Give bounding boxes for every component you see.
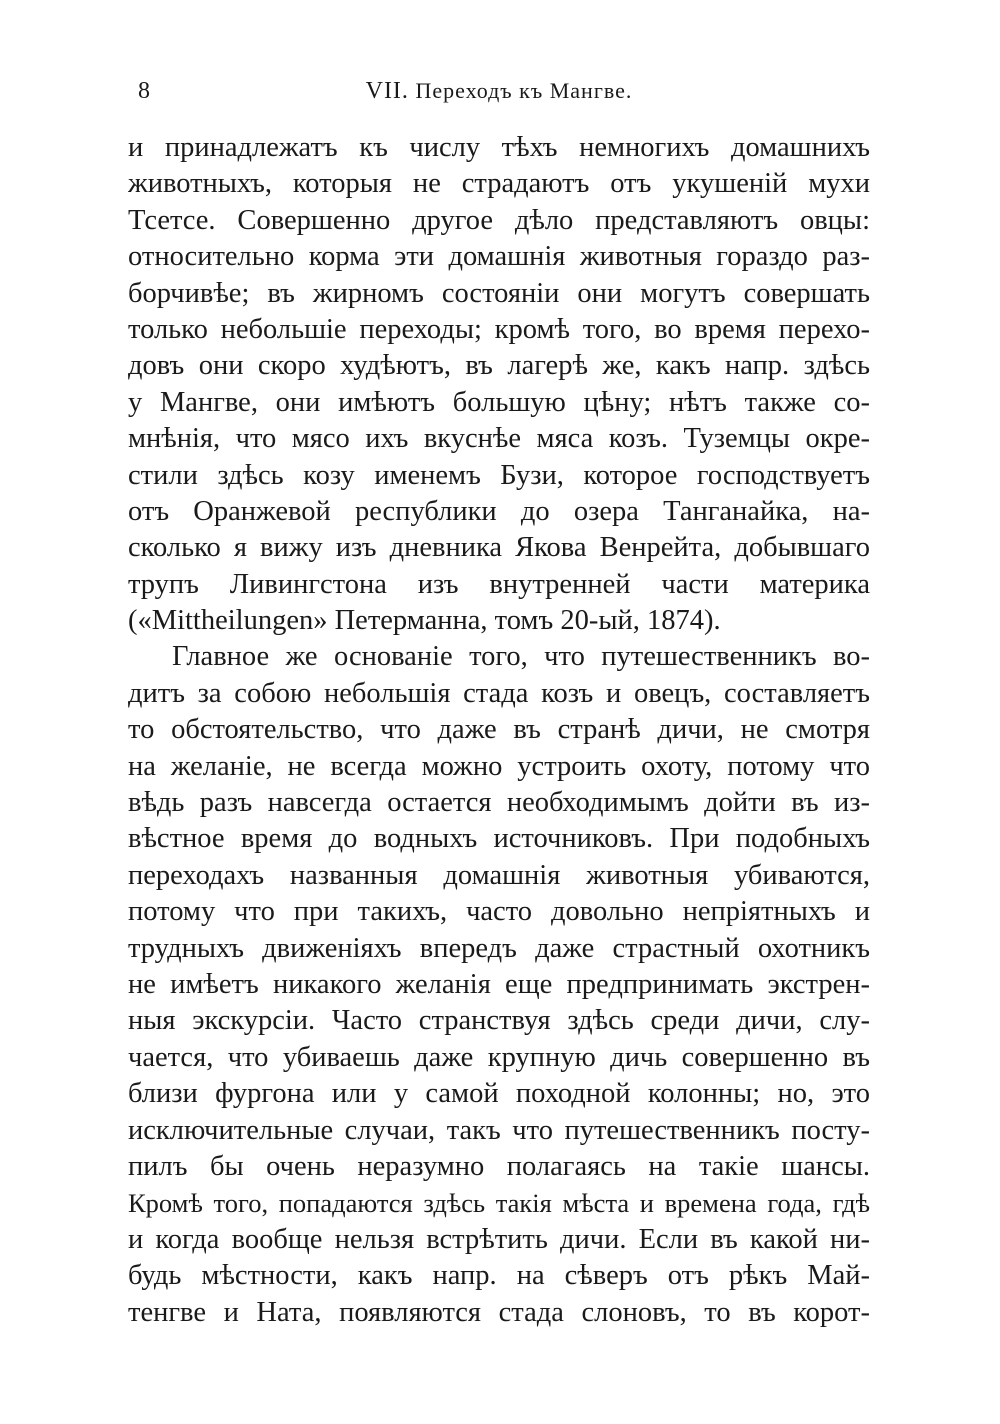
chapter-roman-numeral: VII. xyxy=(365,78,409,104)
running-head xyxy=(128,76,870,106)
text-line: только небольшіе переходы; кромѣ того, во время перехо- xyxy=(128,313,870,345)
text-line: мнѣнія, что мясо ихъ вкуснѣе мяса козъ. Туземцы окре- xyxy=(128,423,870,455)
body-text xyxy=(128,130,870,1331)
text-line: вѣдь разъ навсегда остается необходимымъ дойти въ из- xyxy=(128,787,870,819)
text-line: то обстоятельство, что даже въ странѣ дичи, не смотря xyxy=(128,714,870,746)
text-line: животныхъ, которыя не страдаютъ отъ укушеній мухи xyxy=(128,168,870,200)
text-line: чается, что убиваешь даже крупную дичь совершенно въ xyxy=(128,1041,870,1073)
text-line: стили здѣсь козу именемъ Бузи, которое господствуетъ xyxy=(128,459,870,491)
text-line: и принадлежатъ къ числу тѣхъ немногихъ домашнихъ xyxy=(128,132,870,163)
text-line: вѣстное время до водныхъ источниковъ. При подобныхъ xyxy=(128,823,870,855)
paragraph-1 xyxy=(128,130,870,639)
text-line: исключительные случаи, такъ что путешественникъ посту- xyxy=(128,1114,870,1146)
text-line: не имѣетъ никакого желанія еще предпринимать экстрен- xyxy=(128,968,870,1000)
text-line: и когда вообще нельзя встрѣтить дичи. Если въ какой ни- xyxy=(128,1223,870,1255)
text-line: трупъ Ливингстона изъ внутренней части материка xyxy=(128,568,870,600)
text-line: ныя экскурсіи. Часто странствуя здѣсь среди дичи, слу- xyxy=(128,1005,870,1037)
text-line: сколько я вижу изъ дневника Якова Венрейта, добывшаго xyxy=(128,532,870,564)
text-line: будь мѣстности, какъ напр. на сѣверъ отъ рѣкъ Май- xyxy=(128,1260,870,1292)
chapter-title-text: Переходъ къ Мангве. xyxy=(415,78,633,103)
text-line: на желаніе, не всегда можно устроить охоту, потому что xyxy=(128,750,870,782)
text-line: трудныхъ движеніяхъ впередъ даже страстный охотникъ xyxy=(128,932,870,964)
text-line: потому что при такихъ, часто довольно непріятныхъ и xyxy=(128,896,870,928)
page-number: 8 xyxy=(138,78,150,104)
text-line: относительно корма эти домашнія животныя гораздо раз- xyxy=(128,241,870,273)
text-line: пилъ бы очень неразумно полагаясь на такіе шансы. xyxy=(128,1150,870,1182)
text-line: дитъ за собою небольшія стада козъ и овецъ, составляетъ xyxy=(128,677,870,709)
chapter-title xyxy=(128,76,870,106)
text-line: довъ они скоро худѣютъ, въ лагерѣ же, какъ напр. здѣсь xyxy=(128,350,870,382)
text-line: («Mittheilungen» Петерманна, томъ 20-ый, 1874). xyxy=(128,605,721,637)
text-line: у Мангве, они имѣютъ большую цѣну; нѣтъ также со- xyxy=(128,386,870,418)
text-line: Кромѣ того, попадаются здѣсь такія мѣста и времена года, гдѣ xyxy=(128,1188,870,1219)
text-line: Главное же основаніе того, что путешественникъ во- xyxy=(172,641,870,673)
text-line: отъ Оранжевой республики до озера Танганайка, на- xyxy=(128,495,870,527)
text-line: тенгве и Ната, появляются стада слоновъ, то въ корот- xyxy=(128,1296,870,1328)
paragraph-2 xyxy=(128,639,870,1330)
text-line: переходахъ названныя домашнія животныя убиваются, xyxy=(128,859,870,891)
text-line: борчивѣе; въ жирномъ состояніи они могутъ совершать xyxy=(128,277,870,309)
text-line: Тсетсе. Совершенно другое дѣло представляютъ овцы: xyxy=(128,204,870,236)
text-line: близи фургона или у самой походной колонны; но, это xyxy=(128,1078,870,1110)
